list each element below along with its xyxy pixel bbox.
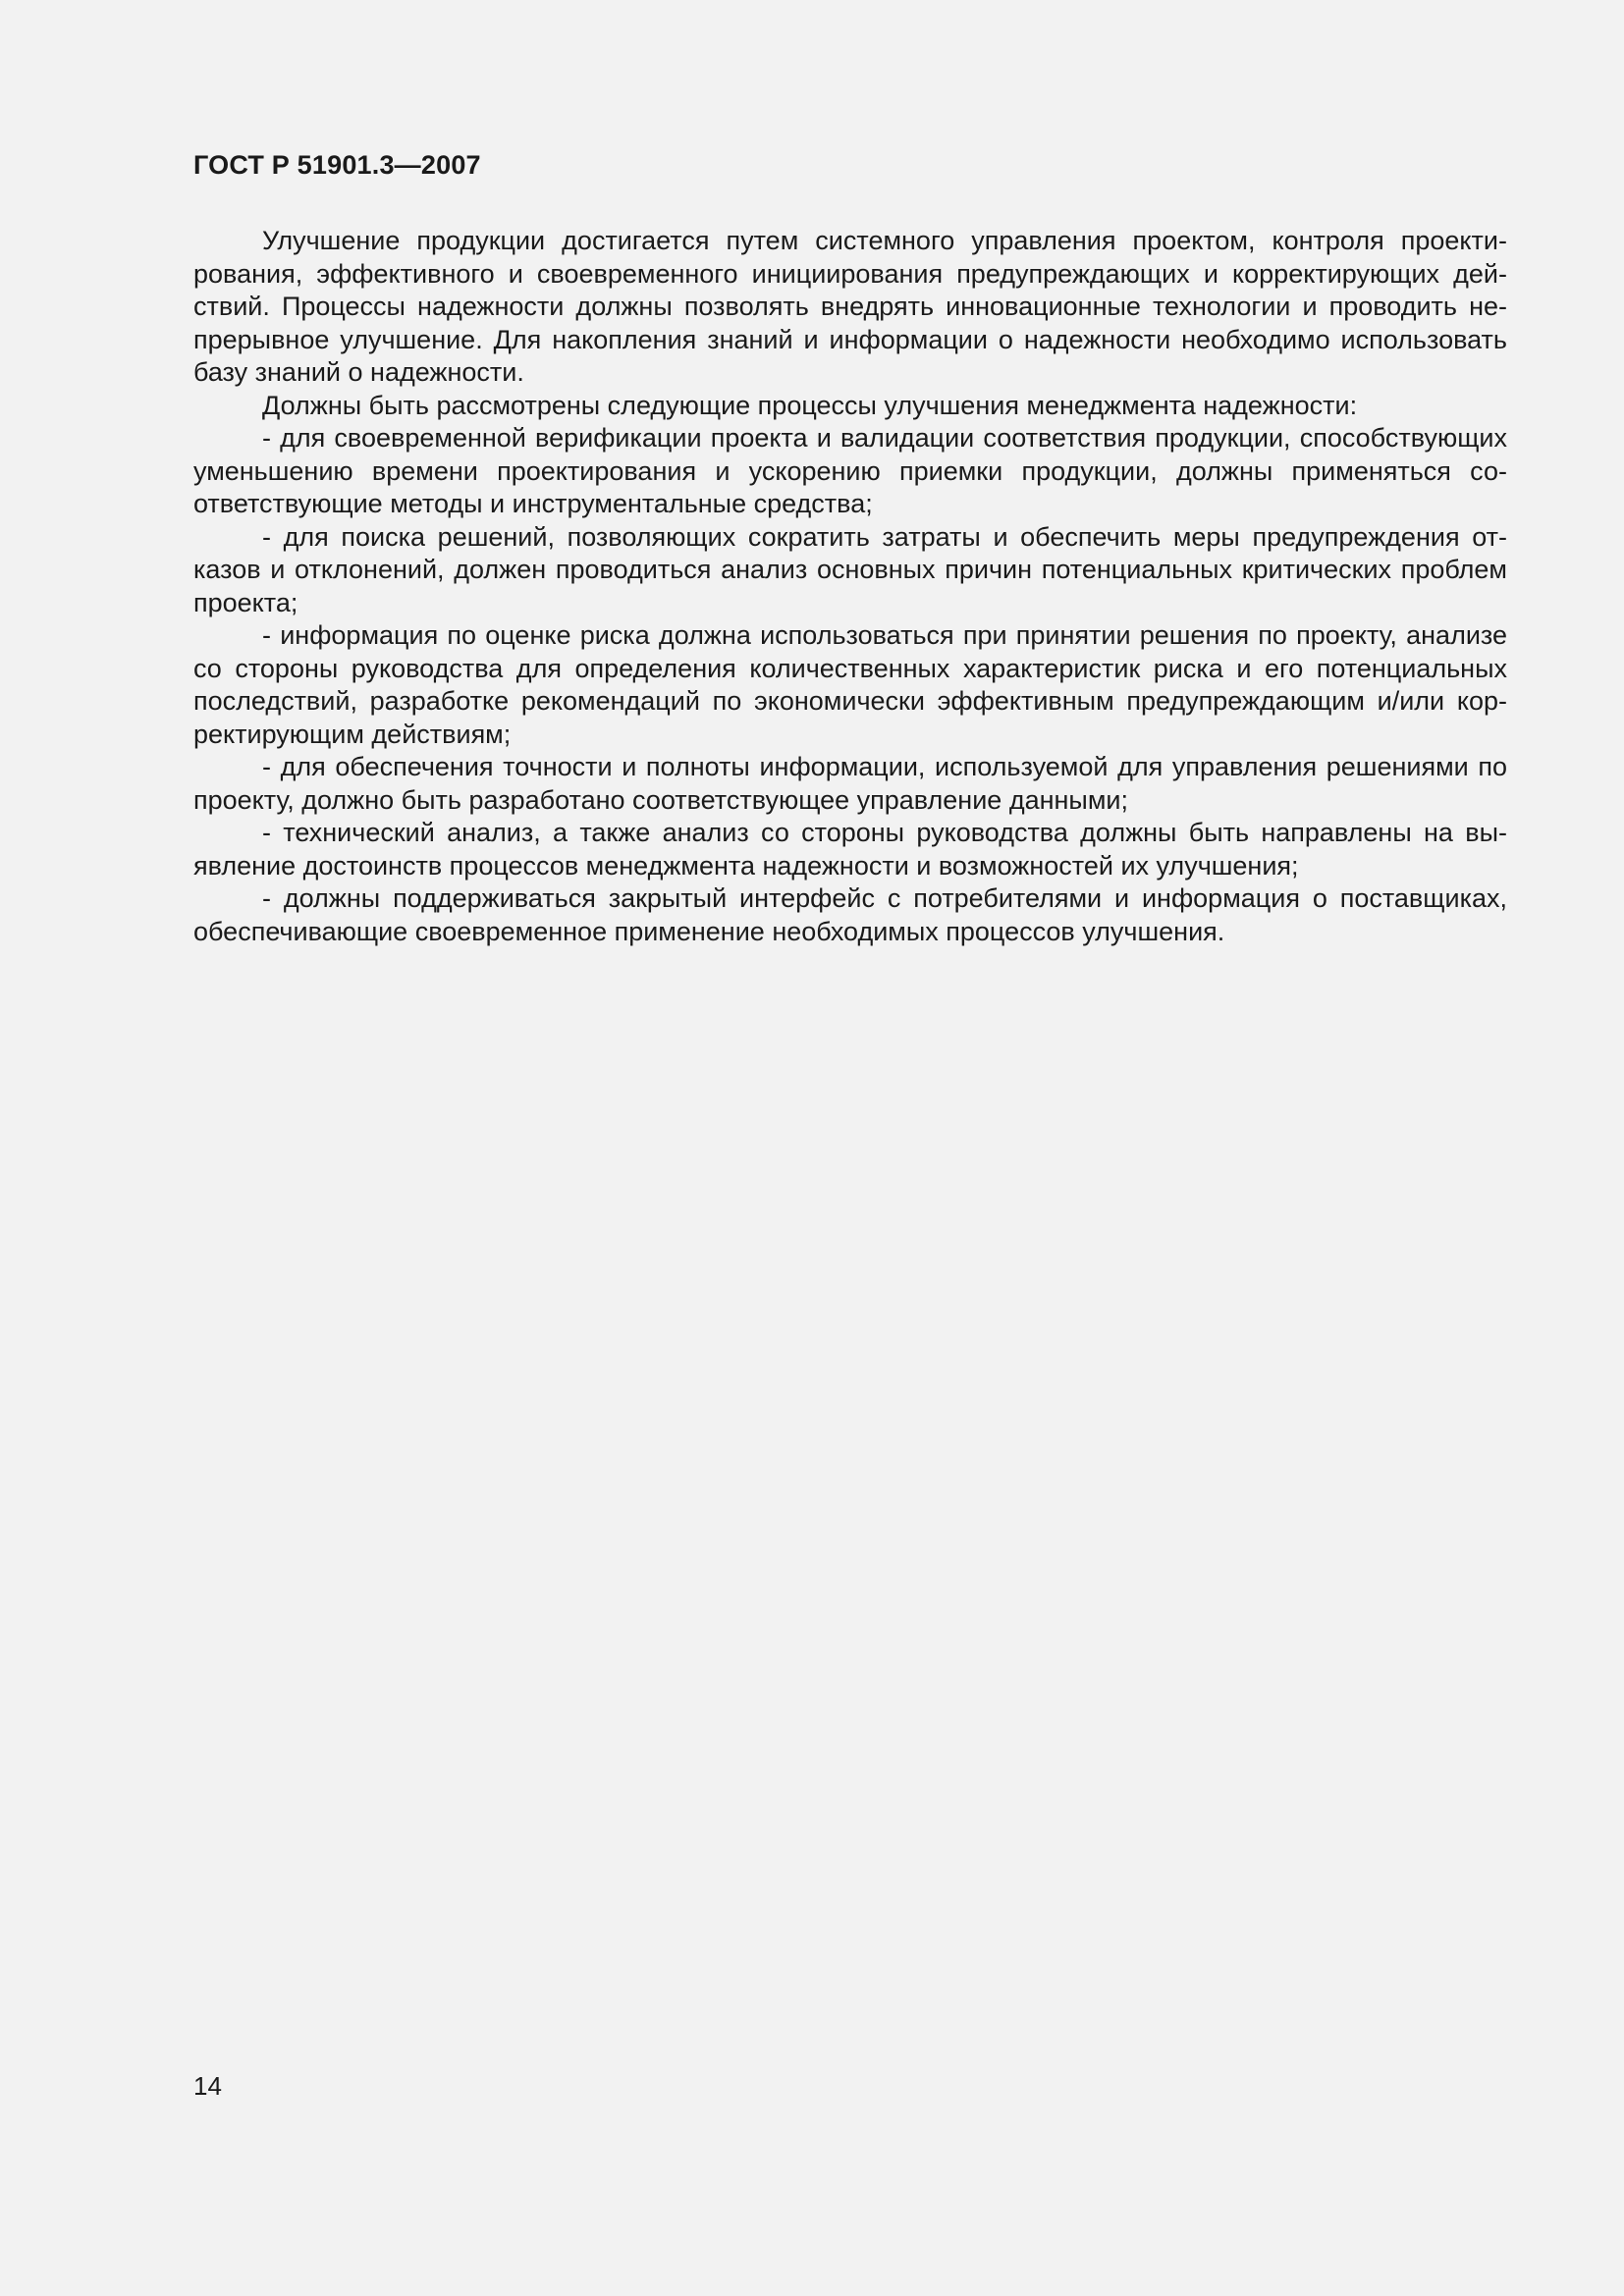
list-item-customer-interface: - должны поддерживаться закрытый интерфейс с потребителями и информация о поставщиках, обеспечивающие своевременное применение необходимых процессов улучшения. — [193, 883, 1507, 946]
list-item-risk-assessment: - информация по оценке риска должна использоваться при принятии решения по проекту, анализе со стороны руководства для определения количественных характеристик риска и его потенциальных последствий, разработке рекомендаций по экономически эффективным предупреждающим и/или корректирующим действиям; — [193, 620, 1507, 749]
document-code-header: ГОСТ Р 51901.3—2007 — [193, 150, 481, 180]
list-item-technical-analysis: - технический анализ, а также анализ со стороны руководства должны быть направлены на выявление достоинств процессов менеджмента надежности и возможностей их улучшения; — [193, 818, 1507, 881]
list-item-solutions-search: - для поиска решений, позволяющих сократить затраты и обеспечить меры предупреждения отказов и отклонений, должен проводиться анализ основных причин потенциальных критических проблем проекта; — [193, 521, 1507, 617]
list-item-data-management: - для обеспечения точности и полноты информации, используемой для управления решениями по проекту, должно быть разработано соответствующее управление данными; — [193, 752, 1507, 815]
document-body — [193, 225, 1507, 948]
paragraph-processes-lead: Должны быть рассмотрены следующие процессы улучшения менеджмента надежности: — [262, 390, 1358, 420]
paragraph-improvement-intro: Улучшение продукции достигается путем системного управления проектом, контроля проектирования, эффективного и своевременного инициирования предупреждающих и корректирующих действий. Процессы надежности должны позволять внедрять инновационные технологии и проводить непрерывное улучшение. Для накопления знаний и информации о надежности необходимо использовать базу знаний о надежности. — [193, 226, 1507, 387]
page-number: 14 — [193, 2071, 222, 2101]
list-item-verification: - для своевременной верификации проекта и валидации соответствия продукции, способствующих уменьшению времени проектирования и ускорению приемки продукции, должны применяться соответствующие методы и инструментальные средства; — [193, 423, 1507, 518]
